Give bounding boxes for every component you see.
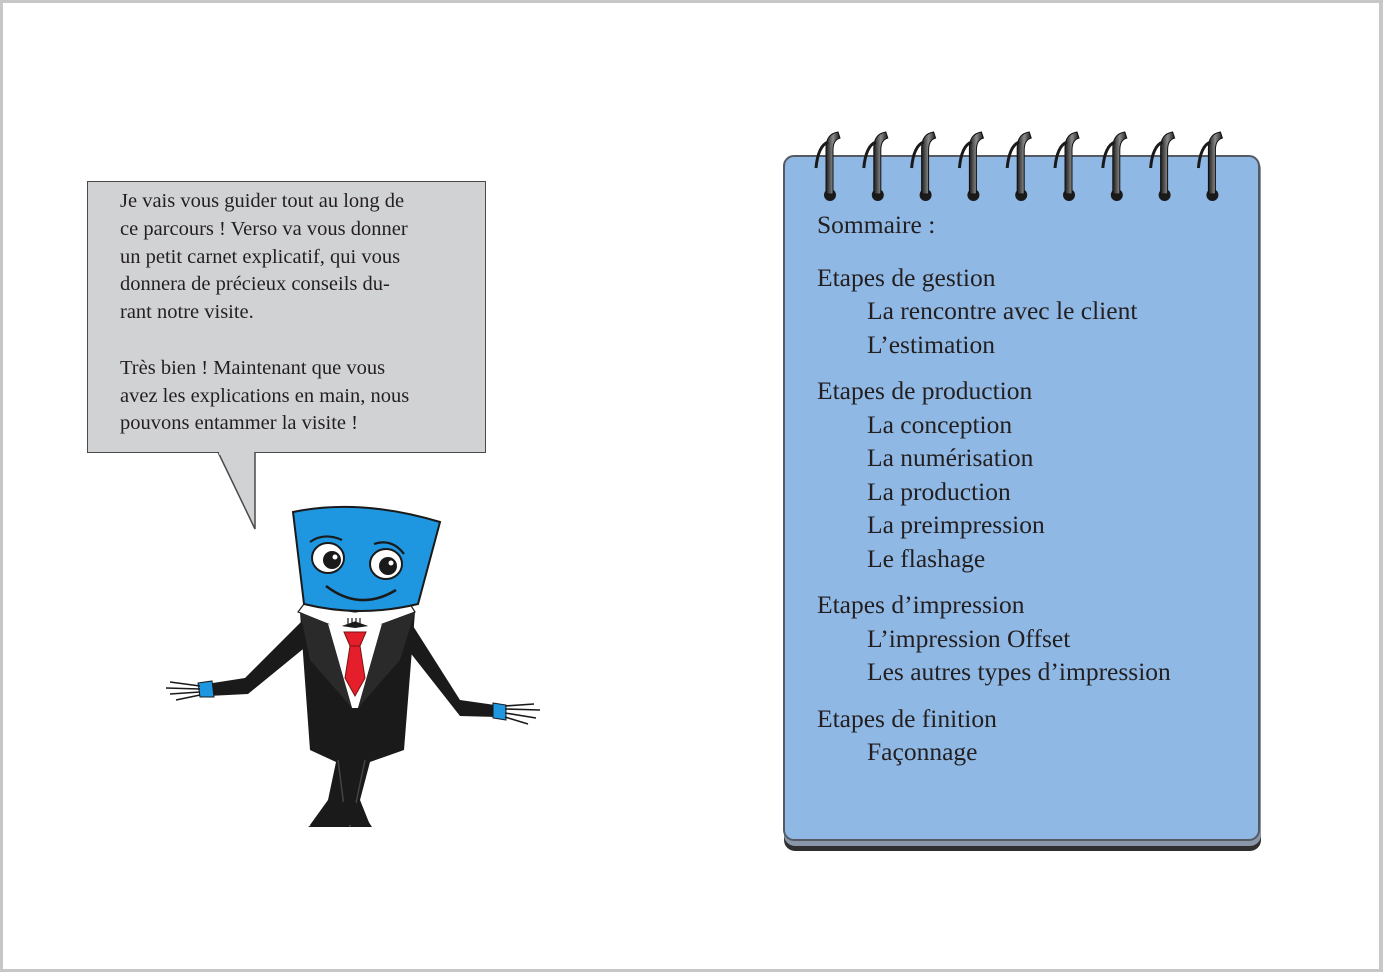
toc-item: L’impression Offset xyxy=(867,623,1071,653)
spiral-binding-icon xyxy=(780,128,1265,208)
spiral-ring-icon xyxy=(1007,132,1031,201)
toc-item: La numérisation xyxy=(867,443,1034,472)
spiral-ring-icon xyxy=(864,132,888,201)
toc-section-heading: Etapes de gestion xyxy=(817,262,996,292)
mascot-character-icon xyxy=(160,500,550,835)
toc-item: La conception xyxy=(867,409,1013,439)
table-of-contents xyxy=(817,208,1171,782)
toc-item: La rencontre avec le client xyxy=(867,296,1138,325)
toc-section-heading: Etapes de finition xyxy=(817,703,997,733)
toc-item: L’estimation xyxy=(867,329,995,359)
notebook xyxy=(780,128,1265,853)
toc-title: Sommaire : xyxy=(817,210,936,239)
spiral-ring-icon xyxy=(1055,132,1079,201)
spiral-ring-icon xyxy=(912,132,936,201)
toc-section-finition xyxy=(817,702,1171,769)
toc-section-impression xyxy=(817,588,1171,689)
spiral-ring-icon xyxy=(959,132,983,201)
toc-section-gestion xyxy=(817,261,1171,362)
spiral-ring-icon xyxy=(1198,132,1222,201)
spiral-ring-icon xyxy=(1151,132,1175,201)
bubble-paragraph-2: Très bien ! Maintenant que vous avez les explications en main, nous pouvons entammer la visite ! xyxy=(120,356,410,435)
toc-item: Façonnage xyxy=(867,737,978,766)
toc-item: Le flashage xyxy=(867,543,986,573)
toc-section-heading: Etapes de production xyxy=(817,376,1033,405)
toc-section-heading: Etapes d’impression xyxy=(817,590,1025,619)
spiral-ring-icon xyxy=(816,132,840,201)
toc-section-production xyxy=(817,374,1171,575)
bubble-paragraph-1: Je vais vous guider tout au long de ce parcours ! Verso va vous donner un petit carnet explicatif, qui vous donnera de précieux conseils du- rant notre visite. xyxy=(120,190,408,324)
toc-item: La production xyxy=(867,476,1011,506)
spiral-ring-icon xyxy=(1103,132,1127,201)
toc-item: La preimpression xyxy=(867,510,1045,539)
toc-item: Les autres types d’impression xyxy=(867,657,1171,686)
speech-bubble xyxy=(87,181,486,453)
